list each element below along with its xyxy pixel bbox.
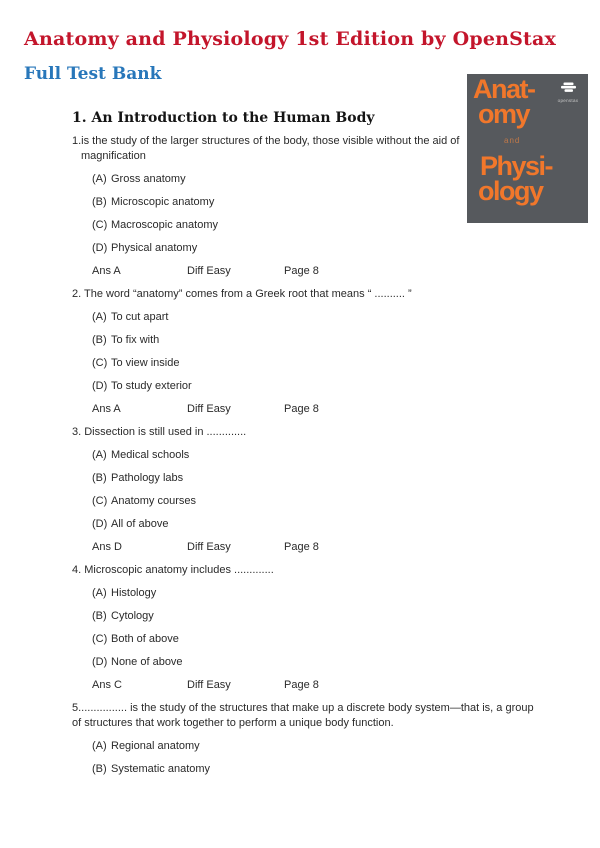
answer-row — [92, 540, 545, 555]
option-list — [92, 739, 545, 777]
option-text: To fix with — [111, 334, 160, 346]
option-row — [92, 586, 545, 601]
option-label: (B) — [92, 334, 107, 346]
answer-label: Ans D — [92, 541, 122, 553]
cover-title-line-2: omy — [478, 99, 530, 129]
question-block-2 — [72, 287, 545, 417]
option-row — [92, 762, 545, 777]
option-row — [92, 655, 545, 670]
option-label: (B) — [92, 610, 107, 622]
option-label: (C) — [92, 633, 108, 645]
option-row — [92, 218, 545, 233]
option-label: (C) — [92, 357, 108, 369]
answer-label: Ans C — [92, 679, 122, 691]
option-row — [92, 241, 545, 256]
option-label: (A) — [92, 449, 107, 461]
option-text: Cytology — [111, 610, 154, 622]
page-label: Page 8 — [284, 265, 319, 277]
option-text: Physical anatomy — [111, 242, 198, 254]
option-row — [92, 632, 545, 647]
difficulty-label: Diff Easy — [187, 679, 231, 691]
difficulty-label: Diff Easy — [187, 403, 231, 415]
page-label: Page 8 — [284, 679, 319, 691]
option-row — [92, 333, 545, 348]
cover-title-line-4: ology — [478, 176, 543, 206]
cover-conjunction: and — [504, 136, 521, 145]
option-label: (B) — [92, 472, 107, 484]
question-stem: 2. The word “anatomy” comes from a Greek root that means “ .......... ” — [72, 288, 412, 300]
page-label: Page 8 — [284, 541, 319, 553]
answer-label: Ans A — [92, 265, 121, 277]
option-label: (A) — [92, 173, 107, 185]
question-stem: 3. Dissection is still used in ............. — [72, 426, 247, 438]
option-row — [92, 310, 545, 325]
answer-row — [92, 264, 545, 279]
document-subtitle: Full Test Bank — [24, 64, 162, 84]
option-text: Macroscopic anatomy — [111, 219, 218, 231]
question-stem: 5................ is the study of the structures that make up a discrete body system—that is, a group of structures that work together to perform a unique body function. — [72, 702, 534, 729]
option-label: (D) — [92, 518, 108, 530]
option-text: All of above — [111, 518, 169, 530]
option-text: Gross anatomy — [111, 173, 186, 185]
option-list — [92, 448, 545, 532]
option-text: Pathology labs — [111, 472, 184, 484]
option-row — [92, 356, 545, 371]
option-label: (B) — [92, 763, 107, 775]
option-label: (A) — [92, 587, 107, 599]
option-text: To cut apart — [111, 311, 169, 323]
option-label: (D) — [92, 242, 108, 254]
section-heading: 1. An Introduction to the Human Body — [72, 110, 375, 126]
openstax-books-stack-icon — [560, 80, 577, 97]
option-label: (D) — [92, 656, 108, 668]
option-row — [92, 471, 545, 486]
option-text: Anatomy courses — [111, 495, 196, 507]
option-list — [92, 310, 545, 394]
option-row — [92, 609, 545, 624]
document-title: Anatomy and Physiology 1st Edition by OpenStax — [24, 28, 557, 50]
cover-title-line-3: Physi- — [480, 151, 553, 181]
option-row — [92, 517, 545, 532]
question-block-4 — [72, 563, 545, 693]
openstax-logo-text: openstax — [557, 98, 579, 103]
option-list — [92, 172, 545, 256]
option-row — [92, 448, 545, 463]
option-label: (C) — [92, 219, 108, 231]
difficulty-label: Diff Easy — [187, 541, 231, 553]
openstax-logo — [552, 80, 584, 103]
option-text: Systematic anatomy — [111, 763, 211, 775]
option-text: None of above — [111, 656, 183, 668]
question-block-1 — [72, 134, 545, 279]
question-block-5 — [72, 701, 545, 777]
option-row — [92, 739, 545, 754]
option-row — [92, 379, 545, 394]
option-text: Both of above — [111, 633, 179, 645]
question-stem: 4. Microscopic anatomy includes ............. — [72, 564, 274, 576]
question-list — [72, 134, 545, 785]
option-text: Regional anatomy — [111, 740, 200, 752]
option-text: To study exterior — [111, 380, 192, 392]
option-text: Histology — [111, 587, 157, 599]
option-row — [92, 172, 545, 187]
option-label: (A) — [92, 740, 107, 752]
option-row — [92, 195, 545, 210]
option-text: Medical schools — [111, 449, 190, 461]
page-label: Page 8 — [284, 403, 319, 415]
answer-row — [92, 402, 545, 417]
answer-label: Ans A — [92, 403, 121, 415]
option-label: (D) — [92, 380, 108, 392]
cover-title-line-1: Anat- — [473, 74, 535, 104]
question-block-3 — [72, 425, 545, 555]
option-label: (C) — [92, 495, 108, 507]
option-text: To view inside — [111, 357, 180, 369]
question-stem: 1.is the study of the larger structures of the body, those visible without the aid of magnification — [72, 135, 460, 162]
answer-row — [92, 678, 545, 693]
option-list — [92, 586, 545, 670]
difficulty-label: Diff Easy — [187, 265, 231, 277]
option-label: (A) — [92, 311, 107, 323]
option-label: (B) — [92, 196, 107, 208]
option-row — [92, 494, 545, 509]
option-text: Microscopic anatomy — [111, 196, 215, 208]
